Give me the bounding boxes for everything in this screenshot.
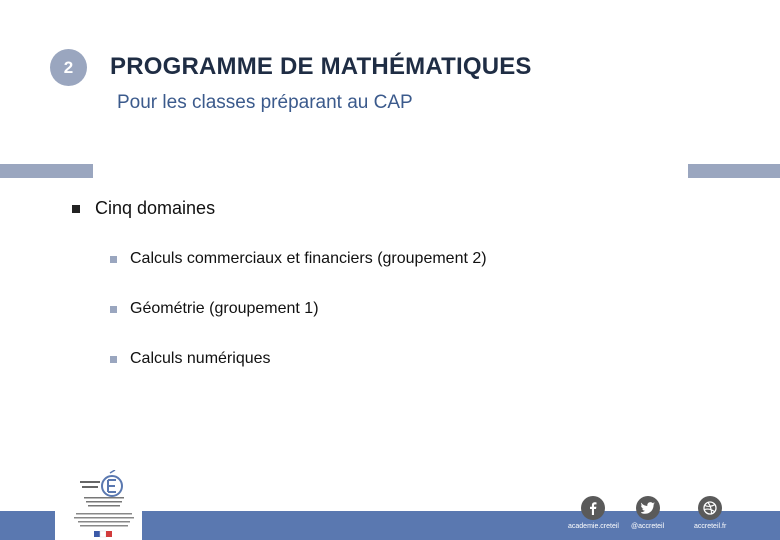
website-icon [698,496,722,520]
list-item [110,246,487,272]
decorative-band-right [688,164,780,178]
twitter-icon [636,496,660,520]
main-bullet [72,198,215,219]
list-item-text: Géométrie (groupement 1) [130,300,319,317]
sub-bullet-list [110,246,487,396]
bullet-square-icon [110,306,117,313]
list-item-text: Calculs commerciaux et financiers (groupement 2) [130,250,487,267]
list-item-text: Calculs numériques [130,350,271,367]
footer-band [142,511,780,540]
list-item [110,346,487,372]
slide-title: PROGRAMME DE MATHÉMATIQUES [110,53,532,80]
bullet-square-icon [110,256,117,263]
ministry-logo [66,470,142,540]
decorative-band-left [0,164,93,178]
social-website[interactable] [694,496,726,530]
facebook-icon [581,496,605,520]
social-label: academie.creteil [568,523,619,530]
bullet-square-icon [72,205,80,213]
social-label: accreteil.fr [694,523,727,530]
social-facebook[interactable] [568,496,619,530]
list-item [110,296,487,322]
social-twitter[interactable] [631,496,664,530]
slide-subtitle: Pour les classes préparant au CAP [117,92,413,113]
social-label: @accreteil [631,523,665,530]
slide-number-badge: 2 [50,49,87,86]
bullet-square-icon [110,356,117,363]
footer-left-strip [0,511,55,540]
main-bullet-text: Cinq domaines [95,198,216,218]
